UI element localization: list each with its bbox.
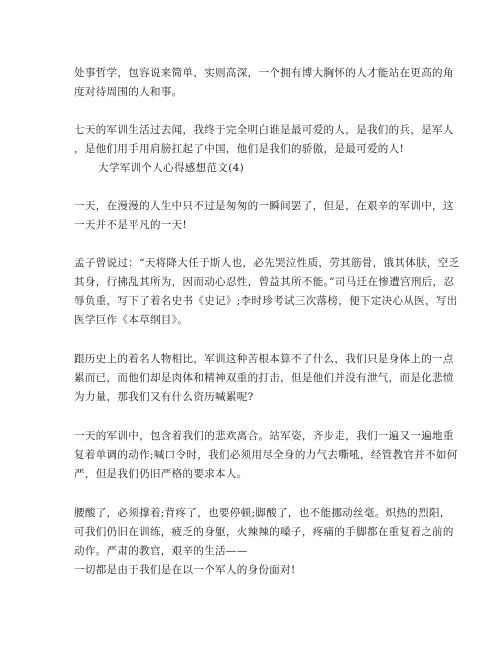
text-line: 一切都是由于我们是在以一个军人的身份面对! — [74, 564, 296, 576]
paragraph-mencius — [74, 254, 460, 330]
paragraph-tolerance — [74, 64, 454, 102]
text-line: 腰酸了，必须撑着;背疼了，也要停顿;脚酸了，也不能挪动丝毫。炽热的烈阳， — [74, 507, 451, 519]
text-line: 可我们仍旧在训练，疲乏的身躯，火辣辣的嗓子，疼痛的手脚都在重复着之前的 — [74, 526, 454, 538]
text-line: 严，但是我们仍旧严格的要求本人。 — [74, 468, 248, 480]
text-line: 医学巨作《本草纲目》。 — [74, 314, 189, 326]
paragraph-training-day — [74, 427, 458, 484]
text-line: 辱负重，写下了着名史书《史记》;李时珍考试三次落榜，便下定决心从医，写出 — [74, 295, 458, 307]
text-line: 处事哲学，包容说来简单，实则高深，一个拥有博大胸怀的人才能站在更高的角 — [74, 67, 454, 79]
text-line: 孟子曾说过：“天将降大任于斯人也，必先哭泣性质，劳其筋骨，饿其体肤，空乏 — [74, 257, 460, 269]
text-line: 其身，行拂乱其所为，因而动心忍性，曾益其所不能。”司马迁在惨遭宫刑后，忍 — [74, 276, 455, 288]
text-line: 度对待周围的人和事。 — [74, 86, 183, 98]
paragraph-one-day — [74, 197, 454, 235]
text-line: 复着单调的动作;喊口令时，我们必须用尽全身的力气去嘶吼，经管教官并不如何 — [74, 449, 458, 461]
text-line: 一天的军训中，包含着我们的悲欢离合。站军姿，齐步走，我们一遍又一遍地重 — [74, 430, 454, 442]
section-heading: 大学军训个人心得感想范文(4) — [98, 162, 245, 174]
paragraph-history — [74, 350, 454, 407]
text-line: 累而已，而他们却是肉体和精神双重的打击，但是他们并没有泄气，而是化悲愤 — [74, 372, 454, 384]
paragraph-seven-days — [74, 121, 454, 159]
text-line: 动作。严肃的教官，艰辛的生活—— — [74, 545, 248, 557]
text-line: 一天并不是平凡的一天! — [74, 219, 188, 231]
paragraph-endurance — [74, 504, 454, 580]
text-line: 七天的军训生活过去闻，我终于完全明白谁是最可爱的人，是我们的兵，是军人 — [74, 124, 454, 136]
text-line: 跟历史上的着名人物相比，军训这种苦根本算不了什么，我们只是身体上的一点 — [74, 353, 454, 365]
text-line: 为力量，那我们又有什么资历喊累呢? — [74, 391, 254, 403]
text-line: 一天，在漫漫的人生中只不过是匆匆的一瞬间罢了，但是，在艰辛的军训中，这 — [74, 200, 454, 212]
text-line: ，是他们用手用肩膀扛起了中国，他们是我们的骄傲，是最可爱的人! — [74, 143, 405, 155]
